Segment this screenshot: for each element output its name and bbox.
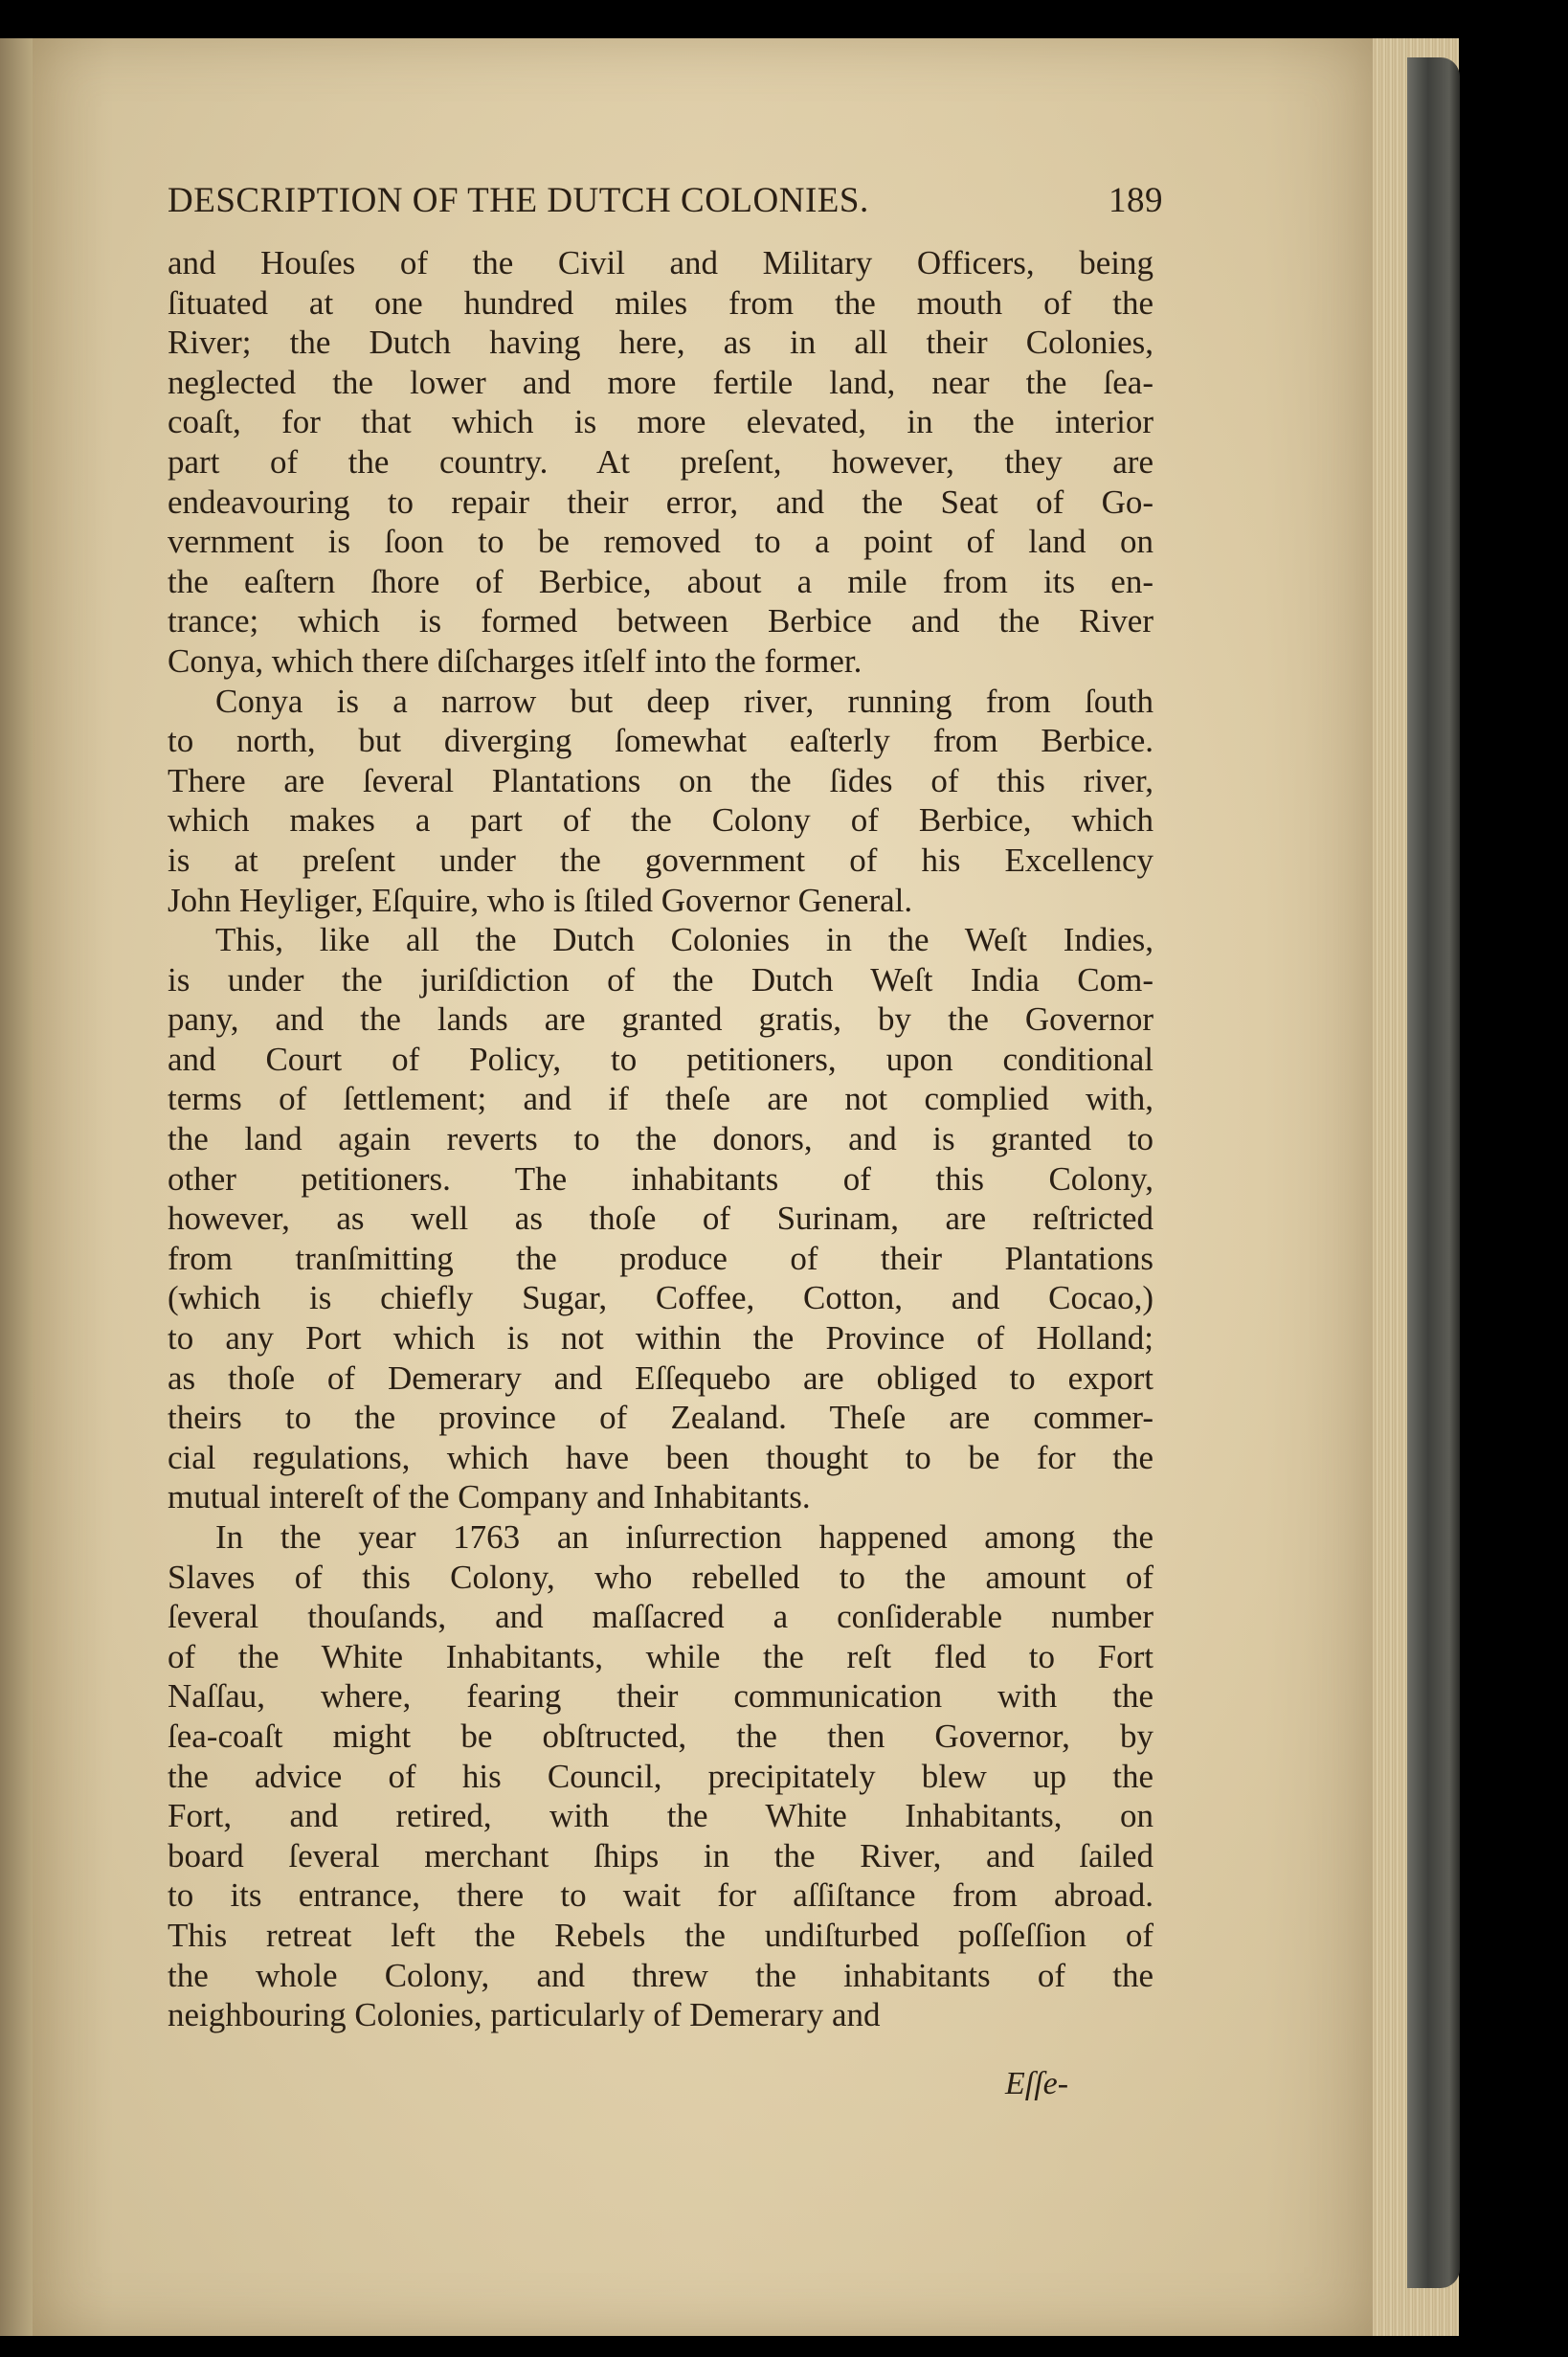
- text-line: of the White Inhabitants, while the reſt fled to Fort: [168, 1637, 1154, 1675]
- page-text: [168, 180, 1163, 2095]
- text-line: This retreat left the Rebels the undiſturbed poſſeſſion of: [168, 1916, 1154, 1954]
- text-line: ſeveral thouſands, and maſſacred a conſiderable number: [168, 1598, 1154, 1636]
- text-line: to any Port which is not within the Province of Holland;: [168, 1319, 1154, 1358]
- text-line: which makes a part of the Colony of Berbice, which: [168, 801, 1154, 840]
- page-number: 189: [1109, 181, 1163, 220]
- book-cover-edge: [1407, 57, 1460, 2288]
- text-line: (which is chiefly Sugar, Coffee, Cotton, and Cocao,): [168, 1279, 1154, 1317]
- paragraph: [168, 682, 1154, 921]
- text-line: River; the Dutch having here, as in all their Colonies,: [168, 324, 1154, 362]
- paragraph: [168, 920, 1154, 1517]
- text-line: the advice of his Council, precipitately blew up the: [168, 1757, 1154, 1795]
- text-line: is at preſent under the government of his Excellency: [168, 841, 1154, 879]
- text-line: Conya, which there diſcharges itſelf into the former.: [168, 641, 862, 680]
- text-line: part of the country. At preſent, however, they are: [168, 442, 1154, 481]
- text-line: the eaſtern ſhore of Berbice, about a mile from its en-: [168, 562, 1154, 600]
- text-line: from tranſmitting the produce of their Plantations: [168, 1239, 1154, 1277]
- text-line: however, as well as thoſe of Surinam, are reſtricted: [168, 1200, 1154, 1238]
- text-line: terms of ſettlement; and if theſe are not complied with,: [168, 1080, 1154, 1118]
- body-text: [168, 243, 1154, 2035]
- text-line: the whole Colony, and threw the inhabitants of the: [168, 1956, 1154, 1994]
- text-line: to its entrance, there to wait for aſſiſtance from abroad.: [168, 1876, 1154, 1915]
- text-line: trance; which is formed between Berbice and the River: [168, 602, 1154, 640]
- catchword: Eſſe-: [1005, 2066, 1069, 2101]
- text-line: ſea-coaſt might be obſtructed, the then Governor, by: [168, 1717, 1154, 1755]
- text-line: Conya is a narrow but deep river, running from ſouth: [215, 682, 1154, 720]
- text-line: board ſeveral merchant ſhips in the River, and ſailed: [168, 1836, 1154, 1874]
- text-line: vernment is ſoon to be removed to a point of land on: [168, 523, 1154, 561]
- text-line: neglected the lower and more fertile land, near the ſea-: [168, 363, 1154, 401]
- text-line: ſituated at one hundred miles from the mouth of the: [168, 283, 1154, 322]
- text-line: John Heyliger, Eſquire, who is ſtiled Governor General.: [168, 881, 913, 919]
- text-line: other petitioners. The inhabitants of this Colony,: [168, 1159, 1154, 1198]
- text-line: and Houſes of the Civil and Military Officers, being: [168, 244, 1154, 281]
- text-line: theirs to the province of Zealand. Theſe are commer-: [168, 1399, 1154, 1437]
- text-line: the land again reverts to the donors, and is granted to: [168, 1120, 1154, 1158]
- text-line: to north, but diverging ſomewhat eaſterly from Berbice.: [168, 722, 1154, 760]
- text-line: Naſſau, where, fearing their communication with the: [168, 1677, 1154, 1716]
- text-line: Slaves of this Colony, who rebelled to the amount of: [168, 1558, 1154, 1596]
- paragraph: [168, 243, 1154, 682]
- text-line: and Court of Policy, to petitioners, upon conditional: [168, 1040, 1154, 1078]
- text-line: mutual intereſt of the Company and Inhabitants.: [168, 1478, 811, 1516]
- text-line: Fort, and retired, with the White Inhabitants, on: [168, 1797, 1154, 1835]
- facing-page-edge: [0, 38, 33, 2336]
- text-line: is under the juriſdiction of the Dutch Weſt India Com-: [168, 960, 1154, 999]
- text-line: neighbouring Colonies, particularly of Demerary and: [168, 1996, 881, 2034]
- text-line: coaſt, for that which is more elevated, in the interior: [168, 403, 1154, 441]
- running-head: [168, 180, 1163, 243]
- text-line: This, like all the Dutch Colonies in the Weſt Indies,: [215, 921, 1154, 959]
- text-line: endeavouring to repair their error, and the Seat of Go-: [168, 483, 1154, 521]
- text-line: There are ſeveral Plantations on the ſides of this river,: [168, 761, 1154, 799]
- text-line: cial regulations, which have been thought to be for the: [168, 1438, 1154, 1476]
- paragraph: [168, 1517, 1154, 2035]
- text-line: In the year 1763 an inſurrection happened among the: [215, 1518, 1154, 1556]
- text-line: as thoſe of Demerary and Eſſequebo are obliged to export: [168, 1358, 1154, 1397]
- running-head-title: DESCRIPTION OF THE DUTCH COLONIES.: [168, 181, 869, 220]
- text-line: pany, and the lands are granted gratis, by the Governor: [168, 1000, 1154, 1039]
